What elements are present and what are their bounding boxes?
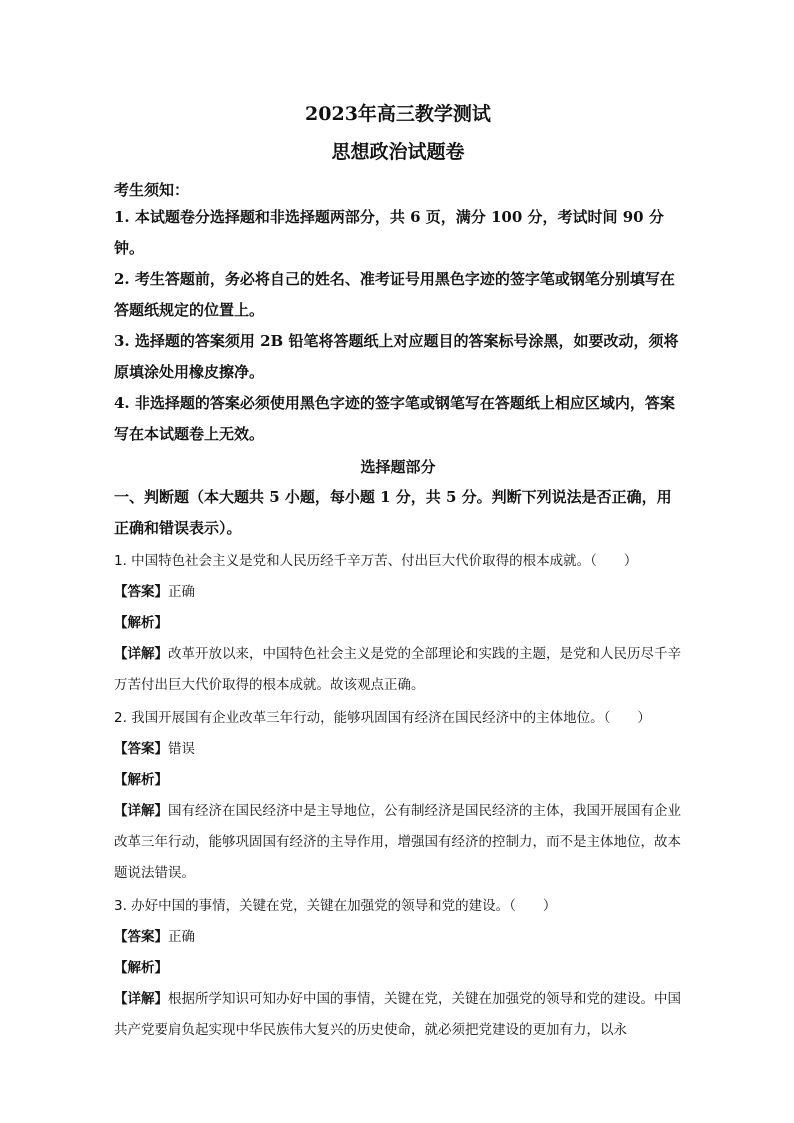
analysis-row-2 bbox=[114, 765, 682, 796]
detail-label: 【详解】 bbox=[114, 803, 168, 819]
exam-subtitle: 思想政治试题卷 bbox=[331, 141, 465, 163]
answer-value: 正确 bbox=[168, 584, 195, 600]
exam-page bbox=[114, 100, 682, 1046]
question-3: 3. 办好中国的事情，关键在党，关键在加强党的领导和党的建设。（ ） bbox=[114, 898, 557, 914]
detail-text: 改革开放以来，中国特色社会主义是党的全部理论和实践的主题，是党和人民历尽千辛万苦付出巨大代价取得的根本成就。故该观点正确。 bbox=[114, 646, 681, 693]
section-title: 选择题部分 bbox=[360, 458, 436, 476]
detail-label: 【详解】 bbox=[114, 991, 168, 1007]
detail-text: 国有经济在国民经济中是主导地位，公有制经济是国民经济的主体，我国开展国有企业改革三年行动，能够巩固国有经济的主导作用，增强国有经济的控制力，而不是主体地位，故本题说法错误。 bbox=[114, 803, 681, 881]
detail-text: 根据所学知识可知办好中国的事情，关键在党，关键在加强党的领导和党的建设。中国共产党要肩负起实现中华民族伟大复兴的历史使命，就必须把党建设的更加有力，以永 bbox=[114, 991, 681, 1038]
detail-row-3 bbox=[114, 984, 682, 1046]
question-1: 1. 中国特色社会主义是党和人民历经千辛万苦、付出巨大代价取得的根本成就。（ ） bbox=[114, 553, 638, 569]
detail-label: 【详解】 bbox=[114, 646, 168, 662]
answer-label: 【答案】 bbox=[114, 584, 168, 600]
analysis-label: 【解析】 bbox=[114, 960, 168, 976]
exam-title: 2023年高三教学测试 bbox=[305, 103, 491, 125]
detail-row-2 bbox=[114, 796, 682, 889]
notice-item-4: 4. 非选择题的答案必须使用黑色字迹的签字笔或钢笔写在答题纸上相应区域内，答案写在本试题卷上无效。 bbox=[114, 394, 675, 443]
notice-heading: 考生须知： bbox=[114, 181, 190, 199]
answer-label: 【答案】 bbox=[114, 741, 168, 757]
notice-item-2: 2. 考生答题前，务必将自己的姓名、准考证号用黑色字迹的签字笔或钢笔分别填写在答题纸规定的位置上。 bbox=[114, 270, 675, 319]
detail-row-1 bbox=[114, 639, 682, 701]
answer-label: 【答案】 bbox=[114, 929, 168, 945]
answer-row-3 bbox=[114, 922, 682, 953]
answer-row-2 bbox=[114, 734, 682, 765]
question-2: 2. 我国开展国有企业改革三年行动，能够巩固国有经济在国民经济中的主体地位。（ ） bbox=[114, 710, 651, 726]
answer-row-1 bbox=[114, 577, 682, 608]
notice-item-3: 3. 选择题的答案须用 2B 铅笔将答题纸上对应题目的答案标号涂黑，如要改动，须将原填涂处用橡皮擦净。 bbox=[114, 332, 679, 381]
part-title: 一、判断题（本大题共 5 小题，每小题 1 分，共 5 分。判断下列说法是否正确，用正确和错误表示）。 bbox=[114, 488, 672, 537]
analysis-row-3 bbox=[114, 953, 682, 984]
answer-value: 正确 bbox=[168, 929, 195, 945]
analysis-label: 【解析】 bbox=[114, 772, 168, 788]
analysis-row-1 bbox=[114, 608, 682, 639]
answer-value: 错误 bbox=[168, 741, 195, 757]
notice-item-1: 1. 本试题卷分选择题和非选择题两部分，共 6 页，满分 100 分，考试时间 90 分钟。 bbox=[114, 208, 664, 257]
analysis-label: 【解析】 bbox=[114, 615, 168, 631]
